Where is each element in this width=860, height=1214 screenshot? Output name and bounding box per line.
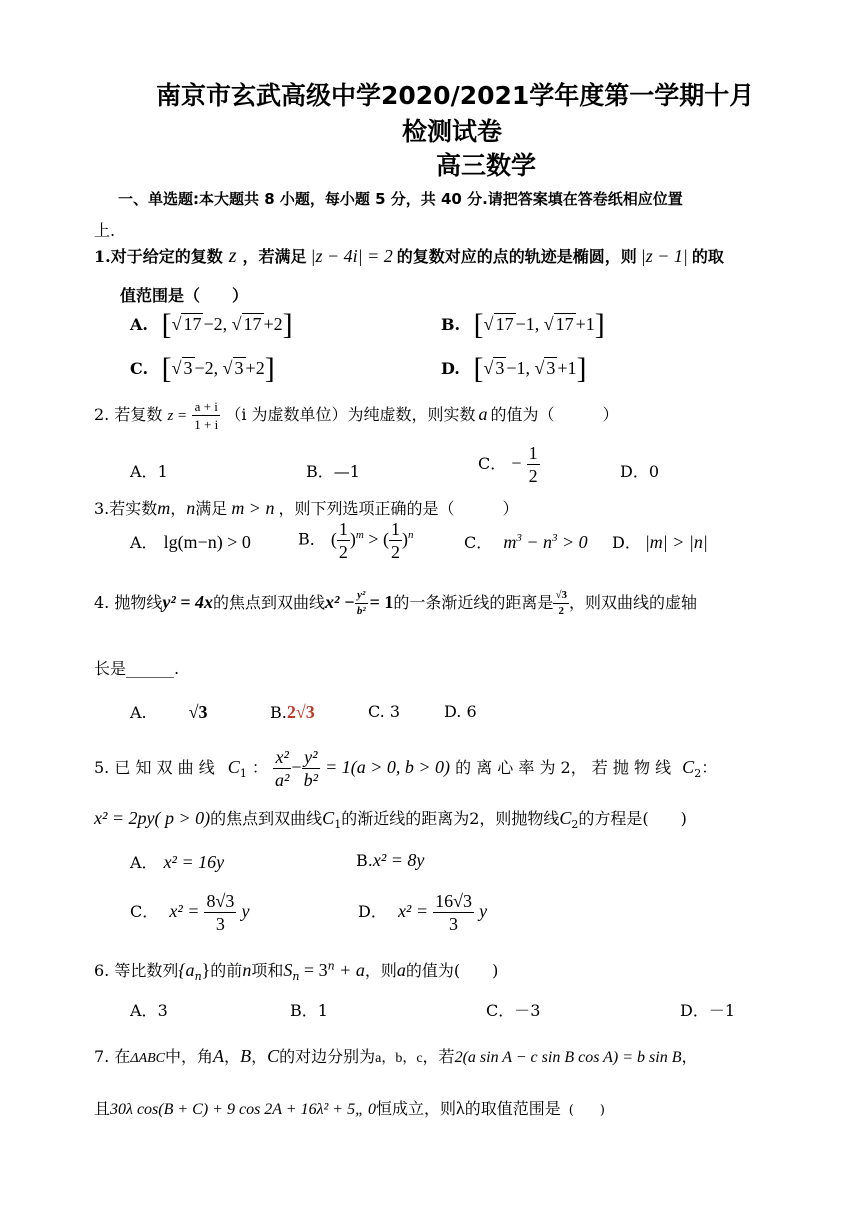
q4-option-d: D. 6 xyxy=(444,702,477,721)
q7-stem-cont: 且30λ cos(B + C) + 9 cos 2A + 16λ² + 5„ 0恒成立，则λ的取值范围是 ( ) xyxy=(94,1098,605,1118)
q4-option-b: B.2√3 xyxy=(270,702,315,722)
q6-option-b: B．1 xyxy=(290,1001,328,1020)
q6-option-d: D．－1 xyxy=(680,1001,736,1020)
q1-stem-cont: 值范围是（ ） xyxy=(120,286,249,305)
exam-title-line1: 南京市玄武高级中学2020/2021学年度第一学期十月 xyxy=(156,81,755,110)
q5-stem-cont: x² = 2py( p > 0)的焦点到双曲线$C_1$的渐近线的距离为2，则抛物线$C_2$的方程是( ) xyxy=(94,808,687,832)
q1-option-b: B. [√ 17 −1, √ 17 +1] xyxy=(441,308,605,341)
q6-option-a: A．3 xyxy=(130,1001,168,1020)
q4-stem-cont: 长是______. xyxy=(94,659,180,678)
q5-option-c: C． x² = $\frac{8√3}{3}$ y xyxy=(130,891,250,934)
q4-stem: 4. 抛物线y² = 4x的焦点到双曲线x² − $\frac{\text{y²}}{\text{b²}}$ = 1的一条渐近线的距离是 $\frac{√3}{2}$ ，则双曲线的虚轴 xyxy=(94,589,697,617)
q5-option-b: B.x² = 8y xyxy=(356,850,425,870)
q2-option-a: A．1 xyxy=(130,462,168,481)
q3-stem: 3.若实数m，n满足 m > n ，则下列选项正确的是（ ） xyxy=(94,498,519,518)
q1-option-d: D. [√ 3 −1, √ 3 +1] xyxy=(441,352,587,385)
q4-option-a: A. √3 xyxy=(130,702,208,722)
q1-option-a: A. [√ 17 −2, √ 17 +2] xyxy=(130,308,293,341)
q2-option-c: C． − $\frac{1}{2}$ xyxy=(478,443,538,486)
q1-option-c: C. [√ 3 −2, √ 3 +2] xyxy=(130,352,275,385)
q3-option-c: C． $m^3 - n^3 > 0$ xyxy=(464,532,588,552)
exam-title-line2: 检测试卷 xyxy=(402,117,503,146)
q5-option-d: D． x² = $\frac{16√3}{3}$ y xyxy=(358,891,488,934)
q3-option-b: B． ( $\frac{1}{2}$ )$^m$ > ( $\frac{1}{2}$ )$^n$ xyxy=(298,519,414,562)
q1-stem: 1.对于给定的复数 z ，若满足 |z − 4i| = 2 的复数对应的点的轨迹是椭圆，则 |z − 1| 的取 xyxy=(94,245,724,267)
section-instructions-cont: 上. xyxy=(94,221,116,240)
section-instructions: 一、单选题:本大题共 8 小题，每小题 5 分，共 40 分.请把答案填在答卷纸相应位置 xyxy=(118,190,683,208)
q6-stem: 6. 等比数列$\{a_n\}$的前n项和$S_n = 3^n + a$，则a的值为( ) xyxy=(94,959,499,984)
q3-option-a: A． lg(m−n) > 0 xyxy=(130,532,251,552)
q5-stem: 5. 已 知 双 曲 线 $C_1$ ： $\frac{\text{x²}}{\text{a²}}$ − $\frac{\text{y²}}{\text{b²}}$ = 1(a > 0, b > 0) 的 离 心 率 为 2， 若 抛 物 线 $C_2$： xyxy=(94,747,718,790)
q2-option-b: B．—1 xyxy=(306,462,360,481)
q2-stem: 2. 若复数 z = $\frac{a + i}{1 + i}$ （i 为虚数单位）为纯虚数，则实数 a 的值为（ ） xyxy=(94,399,619,432)
q5-option-a: A． x² = 16y xyxy=(130,852,225,872)
q4-option-c: C. 3 xyxy=(368,702,401,721)
q3-option-d: D． |m| > |n| xyxy=(612,532,708,552)
q2-option-d: D．0 xyxy=(620,462,660,481)
q7-stem: 7. 在ΔABC中，角A，B，C的对边分别为a，b，c，若2(a sin A − c sin B cos A) = b sin B， xyxy=(94,1046,698,1066)
q6-option-c: C．－3 xyxy=(486,1001,541,1020)
exam-subject: 高三数学 xyxy=(436,151,537,180)
